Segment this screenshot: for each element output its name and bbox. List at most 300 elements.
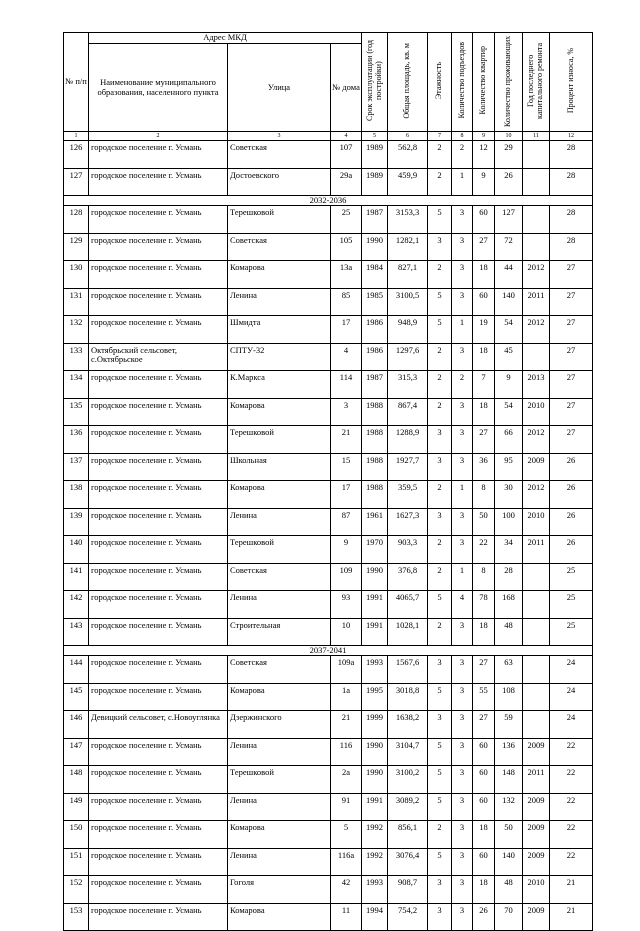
header-apartments: Количество квартир bbox=[473, 33, 495, 132]
header-year: Срок эксплуатации (год постройки) bbox=[362, 33, 388, 132]
cell-floors: 2 bbox=[428, 343, 452, 371]
cell-floors: 2 bbox=[428, 168, 452, 196]
cell-entrances: 3 bbox=[452, 876, 473, 904]
cell-year: 1990 bbox=[362, 766, 388, 794]
cell-year: 1994 bbox=[362, 903, 388, 931]
cell-municipality: городское поселение г. Усмань bbox=[89, 233, 228, 261]
cell-entrances: 1 bbox=[452, 316, 473, 344]
cell-entrances: 3 bbox=[452, 206, 473, 234]
cell-apartments: 60 bbox=[473, 288, 495, 316]
cell-repair: 2012 bbox=[523, 426, 550, 454]
cell-area: 1638,2 bbox=[388, 711, 428, 739]
cell-residents: 29 bbox=[495, 141, 523, 169]
cell-residents: 66 bbox=[495, 426, 523, 454]
cell-num: 145 bbox=[64, 683, 89, 711]
cell-area: 3100,5 bbox=[388, 288, 428, 316]
table-row bbox=[64, 903, 593, 931]
cell-wear: 28 bbox=[550, 141, 593, 169]
cell-year: 1986 bbox=[362, 316, 388, 344]
cell-wear: 24 bbox=[550, 656, 593, 684]
cell-residents: 140 bbox=[495, 848, 523, 876]
header-last-repair: Год последнего капитального ремонта bbox=[523, 33, 550, 132]
header-floors: Этажность bbox=[428, 33, 452, 132]
cell-repair: 2010 bbox=[523, 398, 550, 426]
cell-wear: 21 bbox=[550, 903, 593, 931]
cell-area: 1297,6 bbox=[388, 343, 428, 371]
column-number: 8 bbox=[452, 132, 473, 141]
cell-street: К.Маркса bbox=[228, 371, 331, 399]
cell-municipality: городское поселение г. Усмань bbox=[89, 766, 228, 794]
cell-area: 1288,9 bbox=[388, 426, 428, 454]
cell-floors: 3 bbox=[428, 426, 452, 454]
cell-entrances: 3 bbox=[452, 656, 473, 684]
cell-residents: 63 bbox=[495, 656, 523, 684]
cell-municipality: городское поселение г. Усмань bbox=[89, 168, 228, 196]
cell-street: Комарова bbox=[228, 821, 331, 849]
cell-num: 137 bbox=[64, 453, 89, 481]
cell-num: 131 bbox=[64, 288, 89, 316]
cell-residents: 168 bbox=[495, 591, 523, 619]
cell-year: 1990 bbox=[362, 738, 388, 766]
cell-area: 1927,7 bbox=[388, 453, 428, 481]
cell-municipality: городское поселение г. Усмань bbox=[89, 821, 228, 849]
cell-municipality: городское поселение г. Усмань bbox=[89, 426, 228, 454]
cell-num: 136 bbox=[64, 426, 89, 454]
cell-municipality: городское поселение г. Усмань bbox=[89, 738, 228, 766]
cell-repair: 2009 bbox=[523, 848, 550, 876]
cell-municipality: городское поселение г. Усмань bbox=[89, 398, 228, 426]
header-wear: Процент износа, % bbox=[550, 33, 593, 132]
header-house-num: № дома bbox=[331, 44, 362, 132]
cell-num: 130 bbox=[64, 261, 89, 289]
cell-floors: 2 bbox=[428, 536, 452, 564]
cell-year: 1986 bbox=[362, 343, 388, 371]
cell-apartments: 60 bbox=[473, 738, 495, 766]
cell-wear: 27 bbox=[550, 261, 593, 289]
table-row bbox=[64, 288, 593, 316]
cell-municipality: городское поселение г. Усмань bbox=[89, 536, 228, 564]
cell-house: 85 bbox=[331, 288, 362, 316]
cell-street: Ленина bbox=[228, 508, 331, 536]
cell-residents: 54 bbox=[495, 316, 523, 344]
cell-wear: 28 bbox=[550, 206, 593, 234]
cell-floors: 2 bbox=[428, 821, 452, 849]
cell-num: 152 bbox=[64, 876, 89, 904]
cell-municipality: городское поселение г. Усмань bbox=[89, 481, 228, 509]
cell-apartments: 18 bbox=[473, 343, 495, 371]
cell-repair bbox=[523, 168, 550, 196]
cell-entrances: 2 bbox=[452, 371, 473, 399]
cell-floors: 5 bbox=[428, 206, 452, 234]
header-entrances: Количество подъездов bbox=[452, 33, 473, 132]
cell-house: 17 bbox=[331, 481, 362, 509]
cell-residents: 136 bbox=[495, 738, 523, 766]
cell-apartments: 22 bbox=[473, 536, 495, 564]
table-row bbox=[64, 233, 593, 261]
cell-repair: 2012 bbox=[523, 481, 550, 509]
cell-year: 1991 bbox=[362, 793, 388, 821]
cell-floors: 2 bbox=[428, 618, 452, 646]
table-row bbox=[64, 821, 593, 849]
cell-house: 15 bbox=[331, 453, 362, 481]
cell-house: 3 bbox=[331, 398, 362, 426]
cell-year: 1989 bbox=[362, 141, 388, 169]
cell-num: 133 bbox=[64, 343, 89, 371]
table-row bbox=[64, 371, 593, 399]
column-number: 12 bbox=[550, 132, 593, 141]
table-row bbox=[64, 618, 593, 646]
cell-house: 109 bbox=[331, 563, 362, 591]
cell-municipality: городское поселение г. Усмань bbox=[89, 683, 228, 711]
cell-apartments: 55 bbox=[473, 683, 495, 711]
cell-wear: 22 bbox=[550, 821, 593, 849]
cell-house: 10 bbox=[331, 618, 362, 646]
cell-street: Комарова bbox=[228, 481, 331, 509]
cell-house: 25 bbox=[331, 206, 362, 234]
cell-house: 1а bbox=[331, 683, 362, 711]
cell-area: 856,1 bbox=[388, 821, 428, 849]
cell-entrances: 3 bbox=[452, 766, 473, 794]
table-row bbox=[64, 536, 593, 564]
cell-floors: 2 bbox=[428, 481, 452, 509]
cell-street: СПТУ-32 bbox=[228, 343, 331, 371]
cell-wear: 28 bbox=[550, 168, 593, 196]
cell-entrances: 3 bbox=[452, 848, 473, 876]
cell-num: 132 bbox=[64, 316, 89, 344]
cell-residents: 70 bbox=[495, 903, 523, 931]
cell-repair bbox=[523, 141, 550, 169]
cell-area: 903,3 bbox=[388, 536, 428, 564]
cell-residents: 50 bbox=[495, 821, 523, 849]
cell-municipality: городское поселение г. Усмань bbox=[89, 453, 228, 481]
cell-house: 17 bbox=[331, 316, 362, 344]
cell-year: 1990 bbox=[362, 233, 388, 261]
cell-wear: 22 bbox=[550, 793, 593, 821]
cell-apartments: 18 bbox=[473, 261, 495, 289]
cell-area: 3076,4 bbox=[388, 848, 428, 876]
cell-area: 1282,1 bbox=[388, 233, 428, 261]
table-row bbox=[64, 316, 593, 344]
cell-house: 13а bbox=[331, 261, 362, 289]
table-row bbox=[64, 848, 593, 876]
cell-num: 140 bbox=[64, 536, 89, 564]
cell-wear: 25 bbox=[550, 591, 593, 619]
column-number: 9 bbox=[473, 132, 495, 141]
cell-floors: 3 bbox=[428, 453, 452, 481]
cell-num: 151 bbox=[64, 848, 89, 876]
cell-year: 1995 bbox=[362, 683, 388, 711]
cell-repair: 2009 bbox=[523, 821, 550, 849]
cell-residents: 95 bbox=[495, 453, 523, 481]
cell-floors: 5 bbox=[428, 316, 452, 344]
cell-street: Достоевского bbox=[228, 168, 331, 196]
cell-wear: 27 bbox=[550, 343, 593, 371]
cell-municipality: городское поселение г. Усмань bbox=[89, 261, 228, 289]
cell-year: 1985 bbox=[362, 288, 388, 316]
cell-residents: 148 bbox=[495, 766, 523, 794]
cell-house: 87 bbox=[331, 508, 362, 536]
cell-apartments: 9 bbox=[473, 168, 495, 196]
table-row bbox=[64, 453, 593, 481]
cell-municipality: городское поселение г. Усмань bbox=[89, 141, 228, 169]
cell-apartments: 18 bbox=[473, 876, 495, 904]
cell-num: 150 bbox=[64, 821, 89, 849]
table-row bbox=[64, 876, 593, 904]
cell-floors: 3 bbox=[428, 711, 452, 739]
cell-entrances: 1 bbox=[452, 481, 473, 509]
cell-area: 3018,8 bbox=[388, 683, 428, 711]
cell-num: 142 bbox=[64, 591, 89, 619]
cell-street: Ленина bbox=[228, 288, 331, 316]
cell-municipality: городское поселение г. Усмань bbox=[89, 618, 228, 646]
cell-year: 1993 bbox=[362, 876, 388, 904]
cell-repair: 2012 bbox=[523, 261, 550, 289]
cell-num: 147 bbox=[64, 738, 89, 766]
cell-house: 21 bbox=[331, 426, 362, 454]
cell-residents: 34 bbox=[495, 536, 523, 564]
cell-year: 1988 bbox=[362, 398, 388, 426]
cell-floors: 2 bbox=[428, 141, 452, 169]
cell-street: Терешковой bbox=[228, 206, 331, 234]
cell-year: 1984 bbox=[362, 261, 388, 289]
cell-residents: 140 bbox=[495, 288, 523, 316]
cell-area: 3153,3 bbox=[388, 206, 428, 234]
cell-street: Комарова bbox=[228, 398, 331, 426]
cell-num: 153 bbox=[64, 903, 89, 931]
cell-wear: 27 bbox=[550, 426, 593, 454]
cell-floors: 5 bbox=[428, 848, 452, 876]
cell-area: 867,4 bbox=[388, 398, 428, 426]
cell-entrances: 3 bbox=[452, 711, 473, 739]
cell-street: Комарова bbox=[228, 683, 331, 711]
cell-house: 11 bbox=[331, 903, 362, 931]
cell-apartments: 60 bbox=[473, 793, 495, 821]
cell-street: Советская bbox=[228, 656, 331, 684]
table-row bbox=[64, 141, 593, 169]
cell-residents: 26 bbox=[495, 168, 523, 196]
cell-municipality: городское поселение г. Усмань bbox=[89, 206, 228, 234]
cell-street: Гоголя bbox=[228, 876, 331, 904]
cell-repair bbox=[523, 618, 550, 646]
cell-house: 114 bbox=[331, 371, 362, 399]
cell-apartments: 60 bbox=[473, 206, 495, 234]
cell-apartments: 27 bbox=[473, 426, 495, 454]
cell-entrances: 3 bbox=[452, 508, 473, 536]
cell-repair: 2010 bbox=[523, 508, 550, 536]
cell-area: 4065,7 bbox=[388, 591, 428, 619]
cell-house: 93 bbox=[331, 591, 362, 619]
cell-house: 21 bbox=[331, 711, 362, 739]
cell-floors: 2 bbox=[428, 261, 452, 289]
cell-entrances: 3 bbox=[452, 903, 473, 931]
cell-repair: 2011 bbox=[523, 536, 550, 564]
cell-floors: 5 bbox=[428, 766, 452, 794]
cell-entrances: 1 bbox=[452, 563, 473, 591]
cell-apartments: 18 bbox=[473, 821, 495, 849]
cell-repair: 2009 bbox=[523, 738, 550, 766]
cell-residents: 59 bbox=[495, 711, 523, 739]
cell-num: 126 bbox=[64, 141, 89, 169]
cell-repair bbox=[523, 683, 550, 711]
cell-apartments: 27 bbox=[473, 656, 495, 684]
cell-house: 5 bbox=[331, 821, 362, 849]
cell-house: 9 bbox=[331, 536, 362, 564]
cell-floors: 5 bbox=[428, 683, 452, 711]
cell-area: 315,3 bbox=[388, 371, 428, 399]
cell-apartments: 78 bbox=[473, 591, 495, 619]
cell-num: 146 bbox=[64, 711, 89, 739]
cell-municipality: городское поселение г. Усмань bbox=[89, 848, 228, 876]
cell-floors: 2 bbox=[428, 398, 452, 426]
cell-house: 91 bbox=[331, 793, 362, 821]
header-municipality: Наименование муниципального образования, населенного пункта bbox=[89, 44, 228, 132]
cell-apartments: 18 bbox=[473, 618, 495, 646]
cell-year: 1961 bbox=[362, 508, 388, 536]
cell-apartments: 8 bbox=[473, 563, 495, 591]
cell-wear: 25 bbox=[550, 563, 593, 591]
cell-repair bbox=[523, 563, 550, 591]
period-label: 2037-2041 bbox=[64, 646, 593, 656]
cell-wear: 27 bbox=[550, 316, 593, 344]
cell-municipality: городское поселение г. Усмань bbox=[89, 316, 228, 344]
cell-area: 3089,2 bbox=[388, 793, 428, 821]
column-number: 10 bbox=[495, 132, 523, 141]
cell-wear: 27 bbox=[550, 371, 593, 399]
cell-house: 116а bbox=[331, 848, 362, 876]
cell-apartments: 26 bbox=[473, 903, 495, 931]
cell-apartments: 8 bbox=[473, 481, 495, 509]
cell-municipality: городское поселение г. Усмань bbox=[89, 656, 228, 684]
cell-street: Дзержинского bbox=[228, 711, 331, 739]
cell-year: 1992 bbox=[362, 848, 388, 876]
cell-residents: 44 bbox=[495, 261, 523, 289]
period-row bbox=[64, 196, 593, 206]
cell-entrances: 3 bbox=[452, 288, 473, 316]
cell-residents: 9 bbox=[495, 371, 523, 399]
cell-entrances: 3 bbox=[452, 261, 473, 289]
cell-entrances: 3 bbox=[452, 793, 473, 821]
cell-year: 1988 bbox=[362, 453, 388, 481]
cell-wear: 25 bbox=[550, 618, 593, 646]
cell-entrances: 3 bbox=[452, 426, 473, 454]
cell-street: Шмидта bbox=[228, 316, 331, 344]
cell-entrances: 1 bbox=[452, 168, 473, 196]
cell-house: 2а bbox=[331, 766, 362, 794]
cell-area: 908,7 bbox=[388, 876, 428, 904]
cell-area: 459,9 bbox=[388, 168, 428, 196]
cell-area: 948,9 bbox=[388, 316, 428, 344]
cell-municipality: городское поселение г. Усмань bbox=[89, 508, 228, 536]
cell-house: 4 bbox=[331, 343, 362, 371]
cell-num: 148 bbox=[64, 766, 89, 794]
cell-street: Ленина bbox=[228, 793, 331, 821]
cell-num: 138 bbox=[64, 481, 89, 509]
cell-repair: 2012 bbox=[523, 316, 550, 344]
cell-street: Комарова bbox=[228, 261, 331, 289]
cell-entrances: 2 bbox=[452, 141, 473, 169]
period-row bbox=[64, 646, 593, 656]
cell-year: 1987 bbox=[362, 206, 388, 234]
cell-floors: 2 bbox=[428, 371, 452, 399]
cell-num: 143 bbox=[64, 618, 89, 646]
cell-street: Советская bbox=[228, 141, 331, 169]
header-address-group: Адрес МКД bbox=[89, 33, 362, 44]
cell-repair bbox=[523, 656, 550, 684]
cell-street: Советская bbox=[228, 563, 331, 591]
cell-municipality: Октябрьский сельсовет, с.Октябрьское bbox=[89, 343, 228, 371]
cell-area: 1627,3 bbox=[388, 508, 428, 536]
cell-entrances: 3 bbox=[452, 343, 473, 371]
cell-wear: 21 bbox=[550, 876, 593, 904]
cell-wear: 27 bbox=[550, 398, 593, 426]
cell-floors: 2 bbox=[428, 563, 452, 591]
cell-area: 754,2 bbox=[388, 903, 428, 931]
cell-street: Терешковой bbox=[228, 426, 331, 454]
table-row bbox=[64, 711, 593, 739]
cell-municipality: городское поселение г. Усмань bbox=[89, 903, 228, 931]
cell-municipality: городское поселение г. Усмань bbox=[89, 288, 228, 316]
cell-year: 1990 bbox=[362, 563, 388, 591]
cell-residents: 132 bbox=[495, 793, 523, 821]
table-row bbox=[64, 168, 593, 196]
cell-num: 127 bbox=[64, 168, 89, 196]
table-row bbox=[64, 591, 593, 619]
column-number: 11 bbox=[523, 132, 550, 141]
cell-year: 1988 bbox=[362, 481, 388, 509]
cell-residents: 28 bbox=[495, 563, 523, 591]
cell-repair bbox=[523, 343, 550, 371]
cell-residents: 127 bbox=[495, 206, 523, 234]
cell-floors: 3 bbox=[428, 508, 452, 536]
cell-repair: 2009 bbox=[523, 903, 550, 931]
cell-street: Ленина bbox=[228, 591, 331, 619]
period-label: 2032-2036 bbox=[64, 196, 593, 206]
cell-floors: 5 bbox=[428, 591, 452, 619]
column-number: 4 bbox=[331, 132, 362, 141]
cell-area: 1028,1 bbox=[388, 618, 428, 646]
table-row bbox=[64, 206, 593, 234]
cell-street: Терешковой bbox=[228, 536, 331, 564]
header-residents: Количество проживающих bbox=[495, 33, 523, 132]
cell-municipality: городское поселение г. Усмань bbox=[89, 371, 228, 399]
cell-year: 1991 bbox=[362, 591, 388, 619]
cell-street: Ленина bbox=[228, 848, 331, 876]
cell-year: 1993 bbox=[362, 656, 388, 684]
cell-wear: 24 bbox=[550, 711, 593, 739]
header-num: № п/п bbox=[64, 33, 89, 132]
cell-repair bbox=[523, 711, 550, 739]
cell-apartments: 60 bbox=[473, 766, 495, 794]
cell-apartments: 19 bbox=[473, 316, 495, 344]
cell-floors: 3 bbox=[428, 656, 452, 684]
cell-house: 105 bbox=[331, 233, 362, 261]
housing-table bbox=[63, 32, 593, 931]
cell-num: 139 bbox=[64, 508, 89, 536]
cell-year: 1988 bbox=[362, 426, 388, 454]
cell-area: 562,8 bbox=[388, 141, 428, 169]
cell-apartments: 7 bbox=[473, 371, 495, 399]
cell-floors: 3 bbox=[428, 903, 452, 931]
cell-floors: 3 bbox=[428, 876, 452, 904]
cell-street: Терешковой bbox=[228, 766, 331, 794]
table-row bbox=[64, 261, 593, 289]
cell-entrances: 3 bbox=[452, 738, 473, 766]
cell-municipality: городское поселение г. Усмань bbox=[89, 563, 228, 591]
cell-year: 1991 bbox=[362, 618, 388, 646]
cell-wear: 26 bbox=[550, 536, 593, 564]
cell-wear: 22 bbox=[550, 848, 593, 876]
cell-num: 134 bbox=[64, 371, 89, 399]
